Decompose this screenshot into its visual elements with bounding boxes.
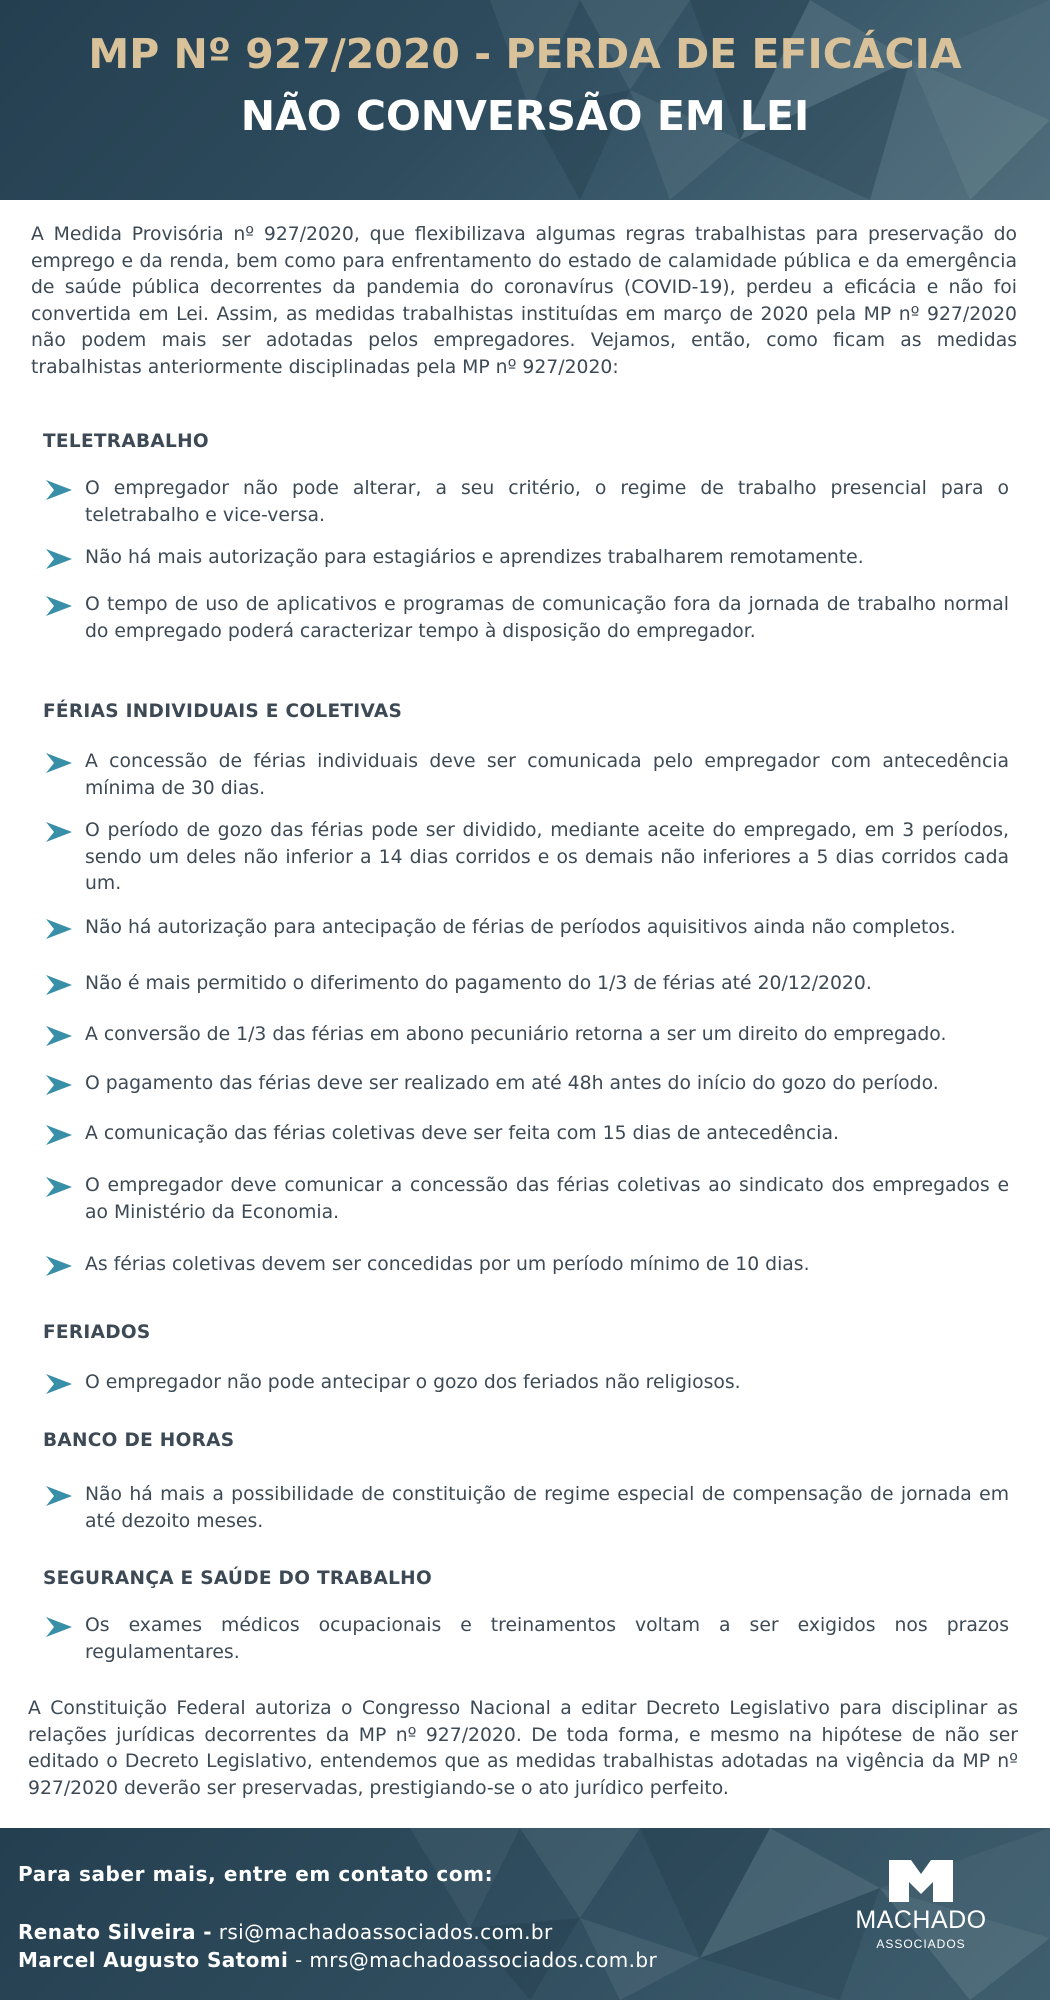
arrow-bullet-icon (46, 1485, 72, 1507)
list-item (43, 971, 1009, 998)
contact-cta: Para saber mais, entre em contato com: (18, 1862, 494, 1886)
list-item (43, 749, 1009, 802)
contact-email-link[interactable]: - mrs@machadoassociados.com.br (288, 1948, 658, 1972)
contact-line-2 (18, 1948, 657, 1972)
list-item (43, 1121, 1009, 1148)
list-item (43, 592, 1009, 645)
arrow-bullet-icon (46, 1255, 72, 1277)
contact-name: Marcel Augusto Satomi (18, 1948, 289, 1972)
title-line-2: NÃO CONVERSÃO EM LEI (240, 92, 810, 140)
list-item (43, 476, 1009, 529)
header-banner (0, 0, 1050, 200)
list-item (43, 1071, 1009, 1098)
arrow-bullet-icon (46, 595, 72, 617)
list-item (43, 1022, 1009, 1049)
arrow-bullet-icon (46, 1373, 72, 1395)
logo-subtitle: ASSOCIADOS (876, 1937, 966, 1951)
closing-paragraph: A Constituição Federal autoriza o Congresso Nacional a editar Decreto Legislativo para disciplinar as relações jurídicas decorrentes da MP nº 927/2020. De toda forma, e mesmo na hipótese de não ser editado o Decreto Legislativo, entendemos que as medidas trabalhistas adotadas na vigência da MP nº 927/2020 deverão ser preservadas, prestigiando-se o ato jurídico perfeito. (28, 1698, 1018, 1799)
machado-m-logo-icon (889, 1860, 953, 1902)
arrow-bullet-icon (46, 1025, 72, 1047)
list-item (43, 1370, 1009, 1397)
arrow-bullet-icon (46, 752, 72, 774)
list-item-text: O empregador não pode antecipar o gozo dos feriados não religiosos. (85, 1372, 741, 1393)
arrow-bullet-icon (46, 974, 72, 996)
list-item (43, 818, 1009, 898)
list-item-text: As férias coletivas devem ser concedidas por um período mínimo de 10 dias. (85, 1254, 810, 1275)
section-title-ferias: FÉRIAS INDIVIDUAIS E COLETIVAS (43, 701, 403, 722)
list-item (43, 1252, 1009, 1279)
arrow-bullet-icon (46, 548, 72, 570)
list-item-text: Não há autorização para antecipação de férias de períodos aquisitivos ainda não completos. (85, 917, 956, 938)
list-item (43, 915, 1009, 942)
list-item-text: O pagamento das férias deve ser realizado em até 48h antes do início do gozo do período. (85, 1073, 939, 1094)
arrow-bullet-icon (46, 1124, 72, 1146)
list-item-text: O empregador deve comunicar a concessão das férias coletivas ao sindicato dos empregados e ao Ministério da Economia. (85, 1175, 1009, 1223)
section-title-seguranca: SEGURANÇA E SAÚDE DO TRABALHO (43, 1568, 432, 1589)
list-item-text: A concessão de férias individuais deve ser comunicada pelo empregador com antecedência mínima de 30 dias. (85, 751, 1009, 799)
arrow-bullet-icon (46, 479, 72, 501)
list-item-text: Não há mais a possibilidade de constituição de regime especial de compensação de jornada em até dezoito meses. (85, 1484, 1009, 1532)
list-item (43, 1482, 1009, 1535)
list-item-text: A comunicação das férias coletivas deve ser feita com 15 dias de antecedência. (85, 1123, 839, 1144)
list-item (43, 1173, 1009, 1226)
arrow-bullet-icon (46, 1074, 72, 1096)
contact-email-link[interactable]: rsi@machadoassociados.com.br (211, 1920, 553, 1944)
title-line-1: MP Nº 927/2020 - PERDA DE EFICÁCIA (88, 30, 962, 78)
section-title-feriados: FERIADOS (43, 1322, 151, 1343)
arrow-bullet-icon (46, 821, 72, 843)
arrow-bullet-icon (46, 1616, 72, 1638)
footer-banner (0, 1828, 1050, 2000)
section-title-teletrabalho: TELETRABALHO (43, 431, 209, 452)
logo-name: MACHADO (855, 1906, 987, 1934)
list-item-text: O tempo de uso de aplicativos e programas de comunicação fora da jornada de trabalho normal do empregado poderá caracterizar tempo à disposição do empregador. (85, 594, 1009, 642)
arrow-bullet-icon (46, 1176, 72, 1198)
list-item-text: Os exames médicos ocupacionais e treinamentos voltam a ser exigidos nos prazos regulamentares. (85, 1615, 1009, 1663)
contact-line-1 (18, 1920, 553, 1944)
intro-paragraph: A Medida Provisória nº 927/2020, que flexibilizava algumas regras trabalhistas para preservação do emprego e da renda, bem como para enfrentamento do estado de calamidade pública e da emergência de saúde pública decorrentes da pandemia do coronavírus (COVID-19), perdeu a eficácia e não foi convertida em Lei. Assim, as medidas trabalhistas instituídas em março de 2020 pela MP nº 927/2020 não podem mais ser adotadas pelos empregadores. Vejamos, então, como ficam as medidas trabalhistas anteriormente disciplinadas pela MP nº 927/2020: (31, 224, 1017, 378)
company-logo (846, 1860, 996, 1972)
list-item-text: Não é mais permitido o diferimento do pagamento do 1/3 de férias até 20/12/2020. (85, 973, 872, 994)
list-item-text: A conversão de 1/3 das férias em abono pecuniário retorna a ser um direito do empregado. (85, 1024, 947, 1045)
arrow-bullet-icon (46, 918, 72, 940)
list-item (43, 1613, 1009, 1666)
contact-name: Renato Silveira - (18, 1920, 212, 1944)
list-item-text: O empregador não pode alterar, a seu critério, o regime de trabalho presencial para o teletrabalho e vice-versa. (85, 478, 1009, 526)
list-item-text: O período de gozo das férias pode ser dividido, mediante aceite do empregado, em 3 períodos, sendo um deles não inferior a 14 dias corridos e os demais não inferiores a 5 dias corridos cada um. (85, 820, 1009, 894)
list-item (43, 545, 1009, 572)
list-item-text: Não há mais autorização para estagiários e aprendizes trabalharem remotamente. (85, 547, 864, 568)
section-title-banco-de-horas: BANCO DE HORAS (43, 1430, 235, 1451)
